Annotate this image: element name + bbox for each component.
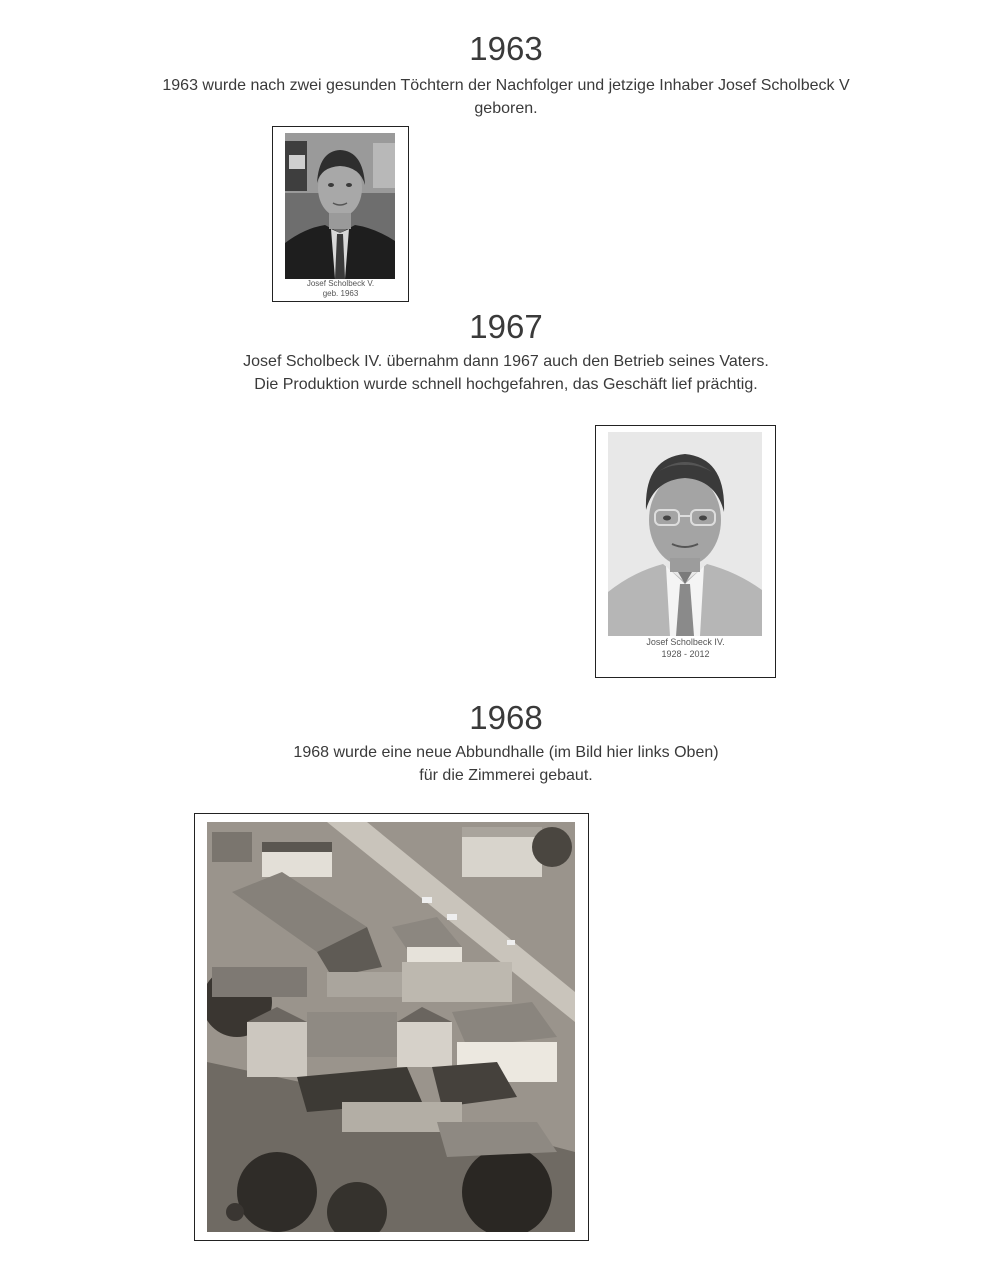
year-heading-1963: 1963 bbox=[469, 30, 543, 67]
aerial-photo-frame bbox=[194, 813, 589, 1241]
paragraph-1967 bbox=[0, 350, 992, 396]
paragraph-line: 1963 wurde nach zwei gesunden Töchtern der Nachfolger und jetzige Inhaber Josef Scholbeck V bbox=[162, 77, 850, 94]
caption-line: geb. 1963 bbox=[322, 289, 359, 298]
paragraph-1968 bbox=[0, 741, 992, 787]
caption-line: 1928 - 2012 bbox=[661, 649, 710, 659]
paragraph-line: Josef Scholbeck IV. übernahm dann 1967 auch den Betrieb seines Vaters. bbox=[243, 353, 769, 370]
year-heading-1968: 1968 bbox=[469, 699, 543, 736]
year-heading-1967: 1967 bbox=[469, 308, 543, 345]
paragraph-line: für die Zimmerei gebaut. bbox=[419, 767, 593, 784]
caption-line: Josef Scholbeck IV. bbox=[646, 637, 725, 647]
caption-line: Josef Scholbeck V. bbox=[306, 279, 375, 288]
paragraph-line: 1968 wurde eine neue Abbundhalle (im Bild hier links Oben) bbox=[293, 744, 719, 761]
portrait-caption-scholbeck-v bbox=[273, 279, 408, 299]
aerial-photo-abbundhalle bbox=[207, 822, 575, 1232]
portrait-photo-scholbeck-iv bbox=[608, 432, 762, 636]
portrait-photo-scholbeck-v bbox=[285, 133, 395, 279]
portrait-frame-scholbeck-iv bbox=[595, 425, 776, 678]
portrait-caption-scholbeck-iv bbox=[596, 636, 775, 660]
paragraph-1963 bbox=[0, 74, 992, 120]
paragraph-line: Die Produktion wurde schnell hochgefahren, das Geschäft lief prächtig. bbox=[254, 376, 758, 393]
paragraph-line: geboren. bbox=[474, 100, 538, 117]
portrait-frame-scholbeck-v bbox=[272, 126, 409, 302]
